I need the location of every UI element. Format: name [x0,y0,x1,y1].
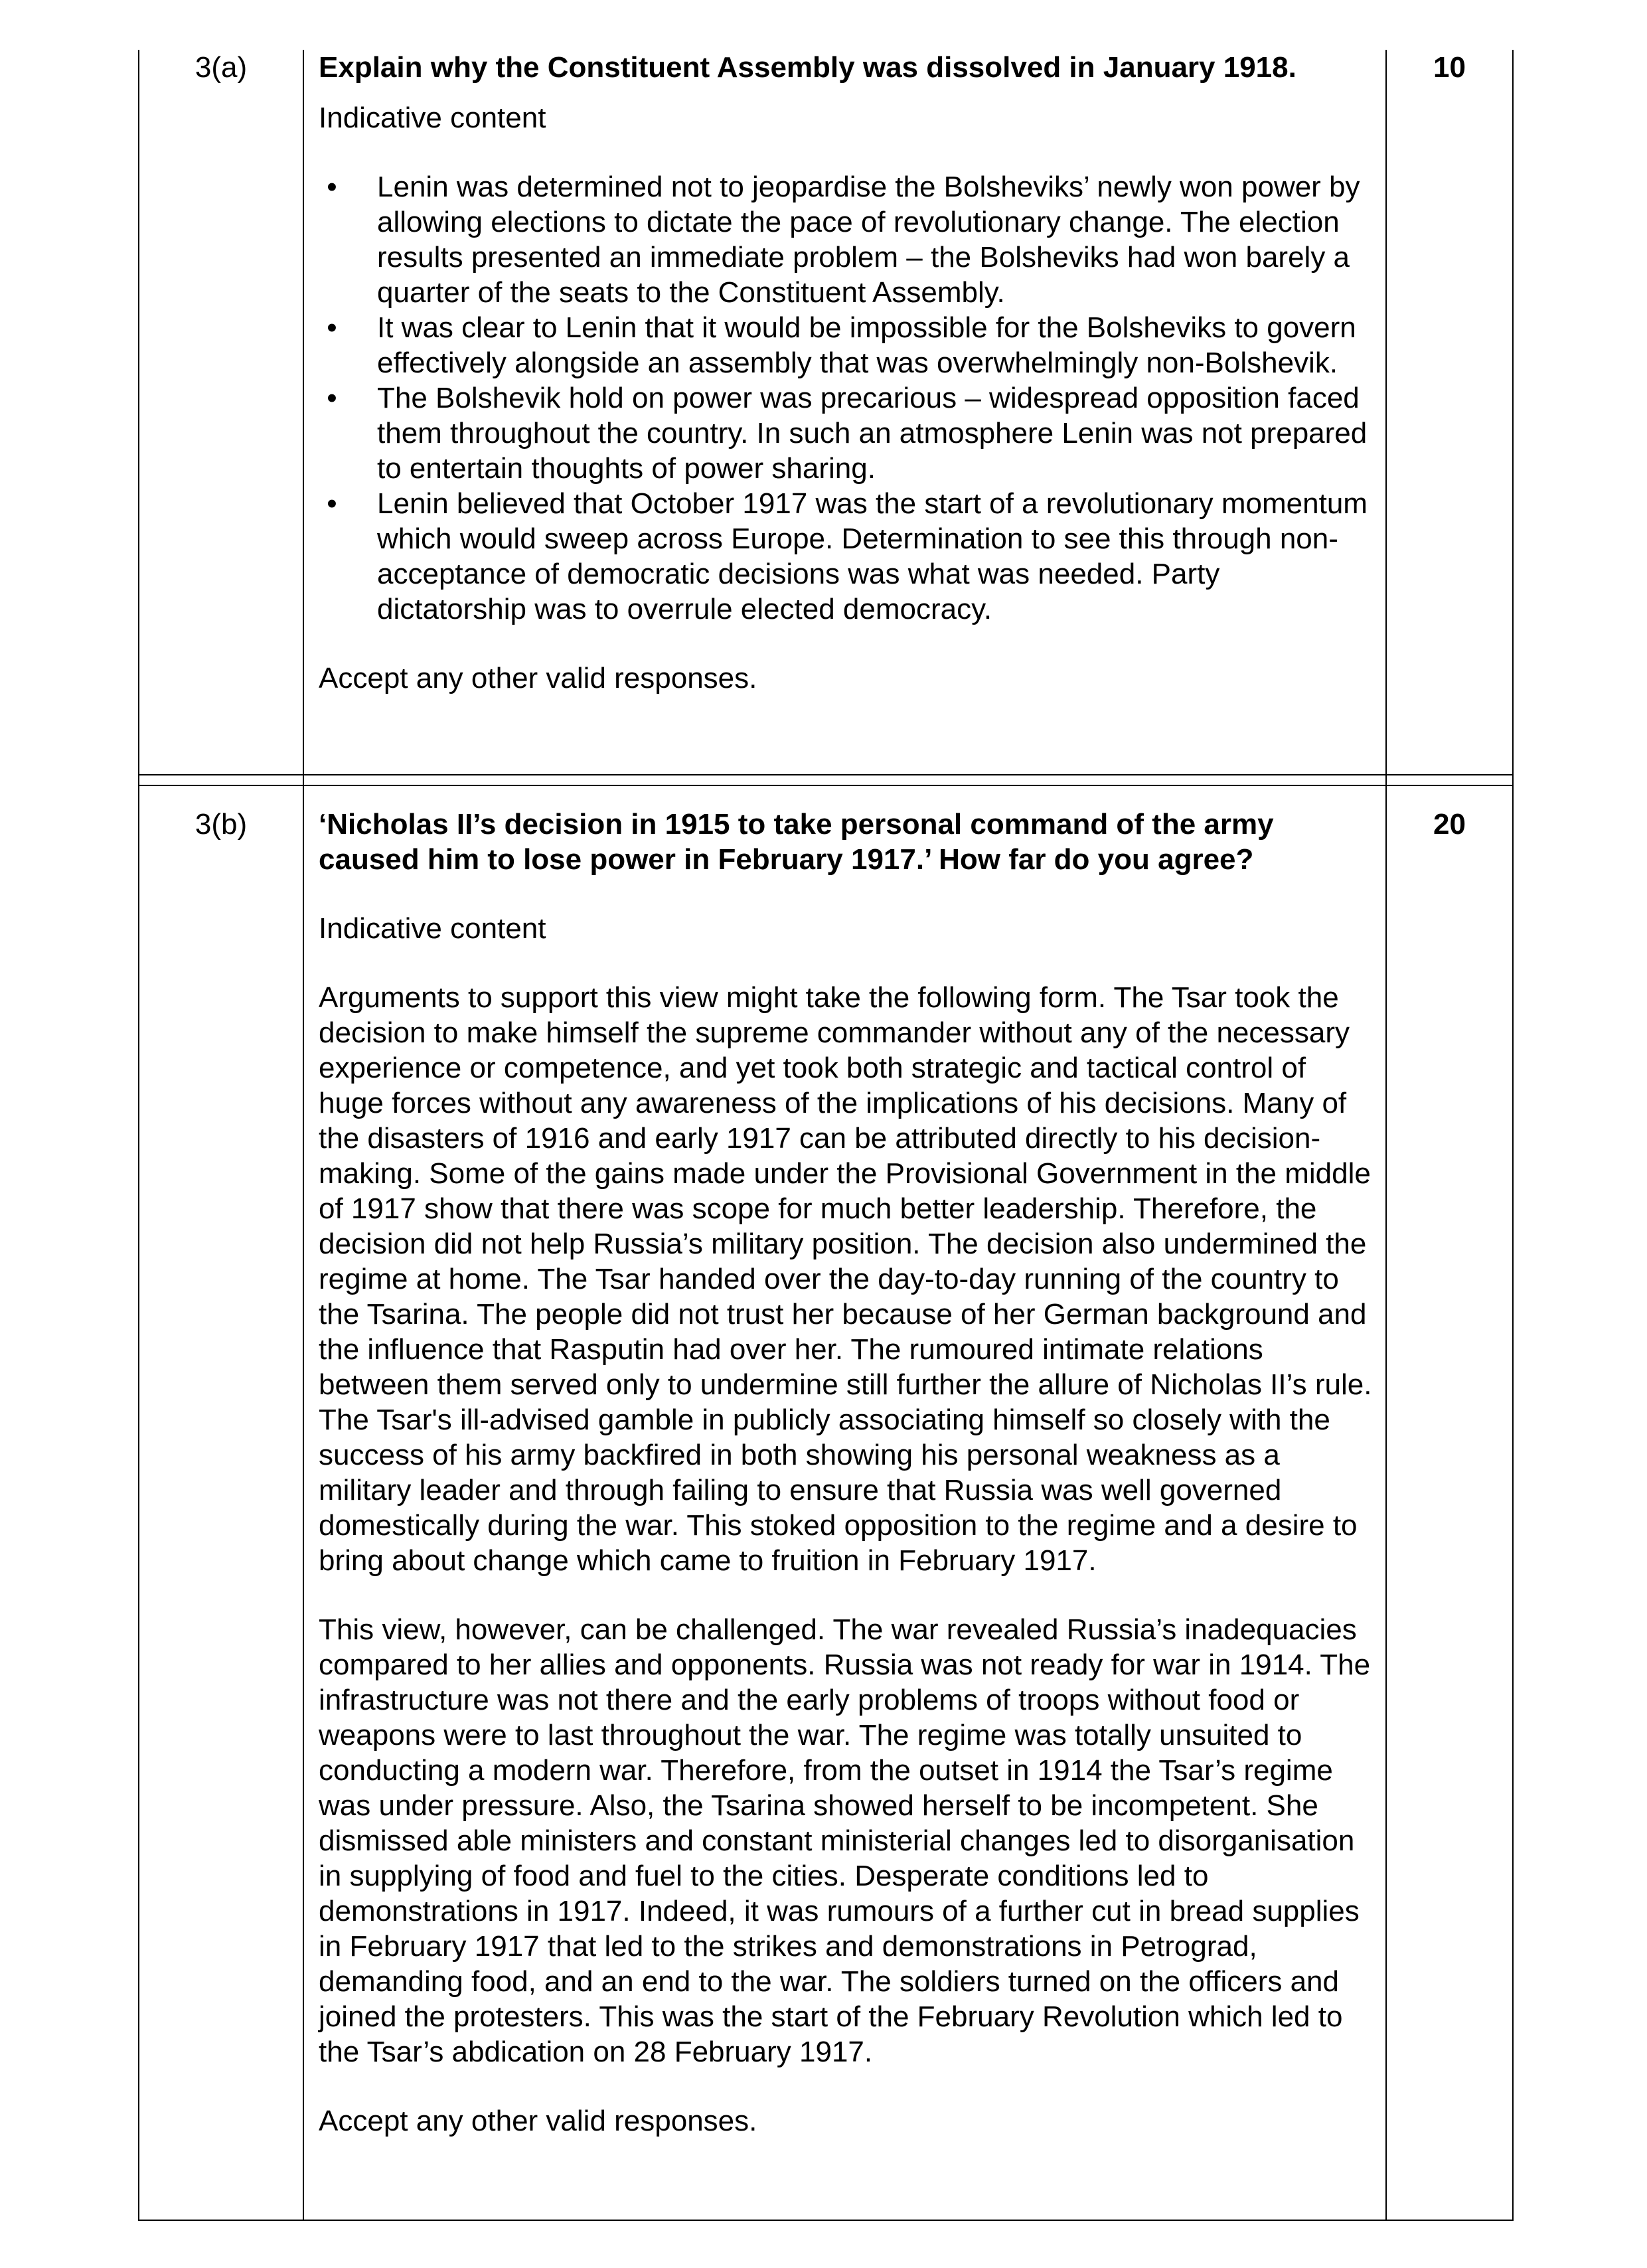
indicative-content-label: Indicative content [319,912,546,945]
argument-paragraph: Arguments to support this view might take the following form. The Tsar took the decision to make himself the supreme commander without any of the necessary experience or competence, and yet took both strategic and tactical control of huge forces without any awareness of the implications of his decisions. Many of the disasters of 1916 and early 1917 can be attributed directly to his decision-making. Some of the gains made under the Provisional Government in the middle of 1917 show that there was scope for much better leadership. Therefore, the decision did not help Russia’s military position. The decision also undermined the regime at home. The Tsar handed over the day-to-day running of the country to the Tsarina. The people did not trust her because of her German background and the influence that Rasputin had over her. The rumoured intimate relations between them served only to undermine still further the allure of Nicholas II’s rule. The Tsar's ill-advised gamble in publicly associating himself so closely with the success of his army backfired in both showing his personal weakness as a military leader and through failing to ensure that Russia was well governed domestically during the war. This stoked opposition to the regime and a desire to bring about change which came to fruition in February 1917. [319,981,1372,1577]
bullet-icon: • [327,171,337,203]
question-content [319,50,1374,696]
question-title: Explain why the Constituent Assembly was dissolved in January 1918. [319,51,1296,84]
bullet-icon: • [327,487,337,520]
closing-note: Accept any other valid responses. [319,662,757,694]
question-marks: 20 [1433,808,1466,841]
question-title: ‘Nicholas II’s decision in 1915 to take personal command of the army caused him to lose power in February 1917.’ How far do you agree? [319,808,1274,876]
bullet-icon: • [327,311,337,344]
question-content [319,807,1374,2139]
indicative-content-label: Indicative content [319,102,546,134]
column-divider-2 [1385,50,1387,2221]
closing-note: Accept any other valid responses. [319,2105,757,2137]
bullet-list [319,169,1374,627]
question-marks: 10 [1433,51,1466,84]
table-border-bottom [138,2220,1514,2221]
question-number: 3(b) [195,808,248,841]
counter-argument-paragraph: This view, however, can be challenged. The war revealed Russia’s inadequacies compared to her allies and opponents. Russia was not ready for war in 1914. The infrastructure was not there and the early problems of troops without food or weapons were to last throughout the war. The regime was totally unsuited to conducting a modern war. Therefore, from the outset in 1914 the Tsar’s regime was under pressure. Also, the Tsarina showed herself to be incompetent. She dismissed able ministers and constant ministerial changes led to disorganisation in supplying of food and fuel to the cities. Desperate conditions led to demonstrations in 1917. Indeed, it was rumours of a further cut in bread supplies in February 1917 that led to the strikes and demonstrations in Petrograd, demanding food, and an end to the war. The soldiers turned on the officers and joined the protesters. This was the start of the February Revolution which led to the Tsar’s abdication on 28 February 1917. [319,1613,1371,2068]
table-border-right [1512,50,1514,2221]
column-divider-1 [303,50,304,2221]
list-item: • Lenin was determined not to jeopardise the Bolsheviks’ newly won power by allowing elections to dictate the pace of revolutionary change. The election results presented an immediate problem – the Bolsheviks had won barely a quarter of the seats to the Constituent Assembly. [319,169,1374,310]
row-separator-bottom [138,785,1514,786]
table-border-left [138,50,139,2221]
bullet-icon: • [327,382,337,414]
list-item: • Lenin believed that October 1917 was the start of a revolutionary momentum which would sweep across Europe. Determination to see this through non-acceptance of democratic decisions was what was needed. Party dictatorship was to overrule elected democracy. [319,486,1374,627]
question-number: 3(a) [195,51,248,84]
row-separator-top [138,774,1514,775]
list-item: • It was clear to Lenin that it would be impossible for the Bolsheviks to govern effectively alongside an assembly that was overwhelmingly non-Bolshevik. [319,310,1374,380]
list-item: • The Bolshevik hold on power was precarious – widespread opposition faced them throughout the country. In such an atmosphere Lenin was not prepared to entertain thoughts of power sharing. [319,380,1374,486]
